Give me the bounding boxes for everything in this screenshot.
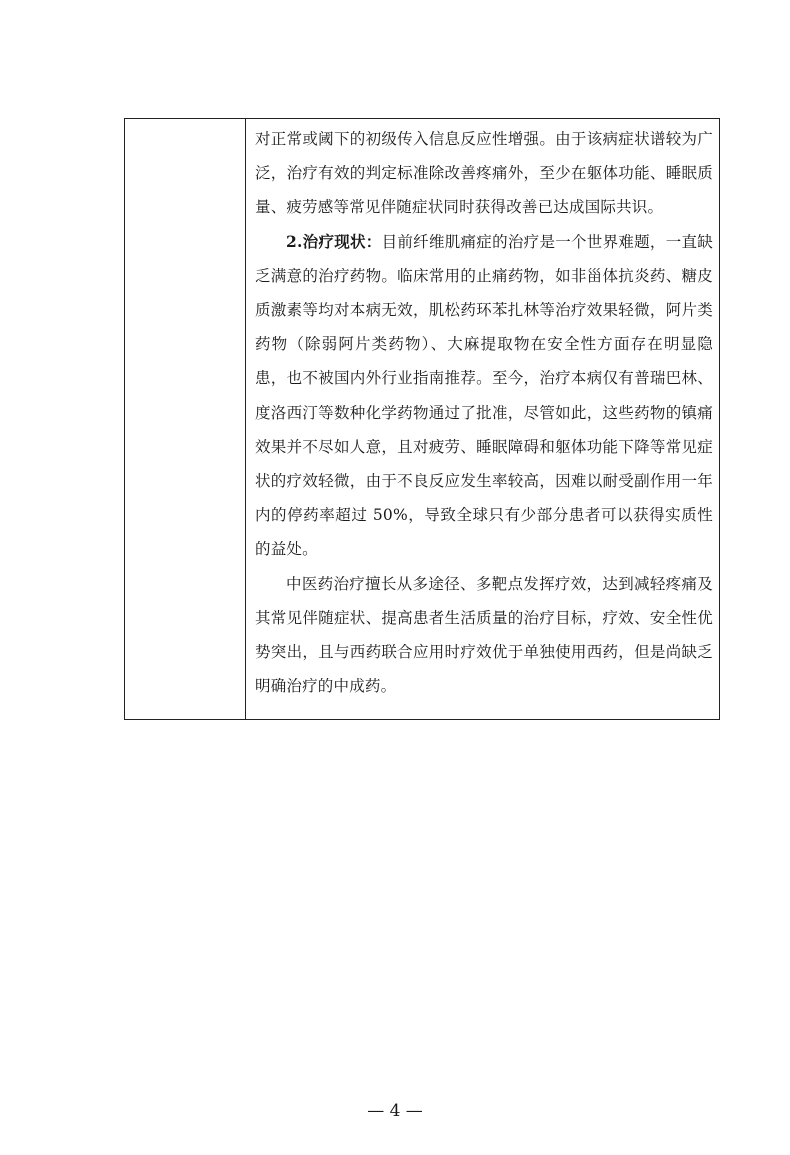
paragraph-continuation xyxy=(255,122,713,225)
table-left-cell xyxy=(125,119,246,719)
paragraph-text: 目前纤维肌痛症的治疗是一个世界难题，一直缺乏满意的治疗药物。临床常用的止痛药物，如非甾体抗炎药、糖皮质激素等均对本病无效，肌松药环苯扎林等治疗效果轻微，阿片类药物（除弱阿片类药物）、大麻提取物在安全性方面存在明显隐患，也不被国内外行业指南推荐。至今，治疗本病仅有普瑞巴林、度洛西汀等数种化学药物通过了批准，尽管如此，这些药物的镇痛效果并不尽如人意，且对疲劳、睡眠障碍和躯体功能下降等常见症状的疗效轻微，由于不良反应发生率较高，因难以耐受副作用一年内的停药率超过 50%，导致全球只有少部分患者可以获得实质性的益处。 xyxy=(255,232,713,559)
content-table xyxy=(124,118,720,720)
paragraph-tcm-advantage xyxy=(255,567,713,704)
paragraph-text: 对正常或阈下的初级传入信息反应性增强。由于该病症状谱较为广泛，治疗有效的判定标准除改善疼痛外，至少在躯体功能、睡眠质量、疲劳感等常见伴随症状同时获得改善已达成国际共识。 xyxy=(255,130,713,217)
page-number: — 4 — xyxy=(367,1101,423,1121)
paragraph-treatment-status xyxy=(255,225,713,567)
paragraph-heading: 2.治疗现状： xyxy=(286,231,382,251)
table-right-cell xyxy=(246,119,719,719)
paragraph-text: 中医药治疗擅长从多途径、多靶点发挥疗效，达到减轻疼痛及其常见伴随症状、提高患者生活质量的治疗目标，疗效、安全性优势突出，且与西药联合应用时疗效优于单独使用西药，但是尚缺乏明确治疗的中成药。 xyxy=(255,574,713,696)
